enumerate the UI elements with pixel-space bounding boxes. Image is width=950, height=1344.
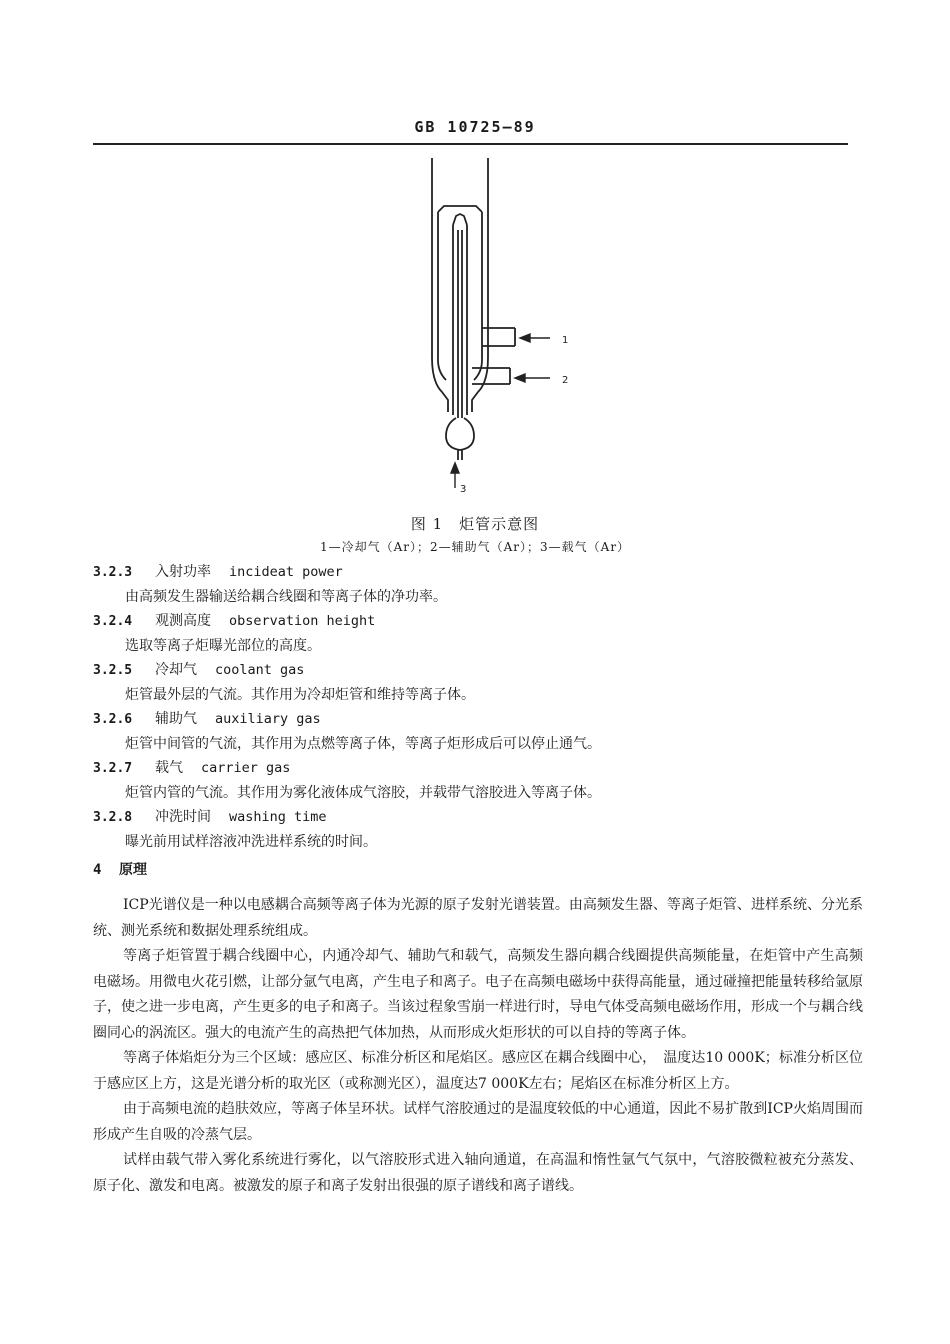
term-definition: 炬管内管的气流。其作用为雾化液体成气溶胶，并载带气溶胶进入等离子体。 [125,785,601,801]
term-3-2-4 [93,610,863,659]
term-3-2-8 [93,806,863,855]
arrow-2-head [515,374,525,382]
term-english: coolant gas [215,662,305,678]
term-chinese: 冷却气 [155,662,197,678]
paragraph: 试样由载气带入雾化系统进行雾化，以气溶胶形式进入轴向通道，在高温和惰性氩气气氛中，气溶胶微粒被充分蒸发、原子化、激发和电离。被激发的原子和离子发射出很强的原子谱线和离子谱线。 [93,1152,863,1194]
section-4-heading [93,859,147,879]
intermediate-tube-top [438,206,482,212]
callout-3: 3 [460,484,467,495]
term-english: observation height [229,613,376,629]
term-3-2-7 [93,757,863,806]
term-3-2-6 [93,708,863,757]
paragraph: 等离子体焰炬分为三个区域：感应区、标准分析区和尾焰区。感应区在耦合线圈中心， 温度达10 000K；标准分析区位于感应区上方，这是光谱分析的取光区（或称测光区），温度达7 000K左右；尾焰区在标准分析区上方。 [93,1050,863,1092]
arrow-1-head [520,334,530,342]
inlet-1 [482,328,515,346]
term-number: 3.2.5 [93,663,133,678]
bottom-bulb [446,418,474,450]
arrow-3-head [451,463,459,473]
term-chinese: 入射功率 [155,564,211,580]
figure-legend: 1—冷却气（Ar）；2—辅助气（Ar）；3—载气（Ar） [319,540,631,554]
intermediate-tube-right [474,212,482,380]
term-definition: 炬管中间管的气流，其作用为点燃等离子体，等离子炬形成后可以停止通气。 [125,736,601,752]
term-english: carrier gas [201,760,291,776]
callout-2: 2 [562,375,569,386]
section-4-body [93,893,863,1199]
term-chinese: 冲洗时间 [155,809,211,825]
section-title-text: 原理 [119,862,147,878]
terms-list [93,561,863,855]
term-english: incideat power [229,564,343,580]
outer-tube [432,158,448,412]
inner-capillary [458,230,462,418]
term-3-2-3 [93,561,863,610]
term-definition: 曝光前用试样溶液冲洗进样系统的时间。 [125,834,377,850]
standard-code-header: GB 10725—89 [414,118,536,136]
paragraph: 等离子炬管置于耦合线圈中心，内通冷却气、辅助气和载气，高频发生器向耦合线圈提供高频能量，在炬管中产生高频电磁场。用微电火花引燃，让部分氩气电离，产生电子和离子。电子在高频电磁场中获得高能量，通过碰撞把能量转移给氩原子，使之进一步电离，产生更多的电子和离子。当该过程象雪崩一样进行时，导电气体受高频电磁场作用，形成一个与耦合线圈同心的涡流区。强大的电流产生的高热把气体加热，从而形成火炬形状的可以自持的等离子体。 [93,948,863,1041]
inner-tube-tip [453,214,467,225]
term-chinese: 载气 [155,760,183,776]
term-definition: 炬管最外层的气流。其作用为冷却炬管和维持等离子体。 [125,687,475,703]
torch-diagram [380,150,620,510]
term-number: 3.2.4 [93,614,133,629]
callout-1: 1 [562,335,569,346]
bulb-stem [458,450,462,460]
term-definition: 选取等离子炬曝光部位的高度。 [125,638,321,654]
term-number: 3.2.8 [93,810,133,825]
term-chinese: 观测高度 [155,613,211,629]
outer-tube-right [472,158,488,412]
torch-diagram-svg [380,150,620,510]
term-3-2-5 [93,659,863,708]
term-english: washing time [229,809,327,825]
term-number: 3.2.3 [93,565,133,580]
term-definition: 由高频发生器输送给耦合线圈和等离子体的净功率。 [125,589,447,605]
term-number: 3.2.7 [93,761,133,776]
section-number: 4 [93,862,102,878]
intermediate-tube-left [438,212,446,380]
term-number: 3.2.6 [93,712,133,727]
figure-title: 图 1 炬管示意图 [410,515,540,533]
header-rule [93,143,848,145]
term-chinese: 辅助气 [155,711,197,727]
paragraph: ICP光谱仪是一种以电感耦合高频等离子体为光源的原子发射光谱装置。由高频发生器、等离子炬管、进样系统、分光系统、测光系统和数据处理系统组成。 [93,897,863,939]
paragraph: 由于高频电流的趋肤效应，等离子体呈环状。试样气溶胶通过的是温度较低的中心通道，因此不易扩散到ICP火焰周围而形成产生自吸的冷蒸气层。 [93,1101,863,1143]
term-english: auxiliary gas [215,711,321,727]
